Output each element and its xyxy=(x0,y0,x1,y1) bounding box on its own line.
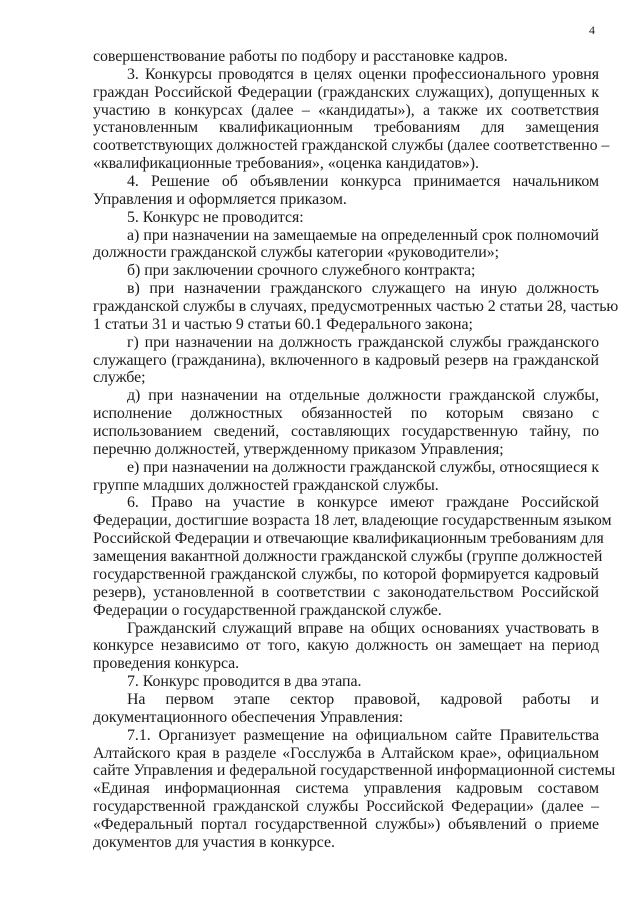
text-line: конкурсе независимо от того, какую должность он замещает на период xyxy=(93,637,599,655)
text-line: «квалификационные требования», «оценка кандидатов»). xyxy=(93,155,479,173)
text-line: Алтайского края в разделе «Госслужба в Алтайском крае», официальном xyxy=(93,744,599,762)
text-line: Российской Федерации и отвечающие квалификационным требованиям для xyxy=(93,530,604,548)
text-line: «Единая информационная система управления кадровым составом xyxy=(93,780,599,798)
text-line: 4. Решение об объявлении конкурса принимается начальником xyxy=(127,173,599,191)
text-line: службе; xyxy=(93,369,146,387)
paragraph xyxy=(93,227,599,263)
text-line: служащего (гражданина), включенного в кадровый резерв на гражданской xyxy=(93,351,599,369)
text-line: а) при назначении на замещаемые на определенный срок полномочий xyxy=(127,226,599,244)
paragraph xyxy=(93,726,616,852)
paragraph xyxy=(93,262,599,280)
paragraph xyxy=(93,48,599,66)
paragraph xyxy=(93,334,599,388)
text-line: 6. Право на участие в конкурсе имеют граждане Российской xyxy=(127,494,599,512)
text-line: проведения конкурса. xyxy=(93,655,240,673)
text-line: гражданской службы в случаях, предусмотренных частью 2 статьи 28, частью xyxy=(93,298,619,316)
paragraph xyxy=(93,691,599,727)
text-line: в) при назначении гражданского служащего на иную должность xyxy=(127,280,599,298)
text-line: группе младших должностей гражданской службы. xyxy=(93,476,439,494)
paragraph xyxy=(93,494,612,619)
text-line: соответствующих должностей гражданской службы (далее соответственно – xyxy=(93,137,610,155)
paragraph xyxy=(93,387,599,458)
text-line: должности гражданской службы категории «руководители»; xyxy=(93,244,499,262)
text-line: На первом этапе сектор правовой, кадровой работы и xyxy=(127,690,599,708)
text-line: Федерации о государственной гражданской службе. xyxy=(93,601,442,619)
text-line: документационного обеспечения Управления: xyxy=(93,708,404,726)
text-line: сайте Управления и федеральной государственной информационной системы xyxy=(93,762,616,780)
document-body xyxy=(93,48,619,852)
text-line: г) при назначении на должность гражданской службы гражданского xyxy=(127,333,599,351)
paragraph xyxy=(93,673,599,691)
text-line: 7.1. Организует размещение на официальном сайте Правительства xyxy=(127,726,599,744)
text-line: е) при назначении на должности гражданской службы, относящиеся к xyxy=(127,458,599,476)
text-line: совершенствование работы по подбору и расстановке кадров. xyxy=(93,48,508,65)
text-line: перечню должностей, утвержденному приказом Управления; xyxy=(93,440,504,458)
text-line: 3. Конкурсы проводятся в целях оценки профессионального уровня xyxy=(127,65,599,83)
text-line: 7. Конкурс проводится в два этапа. xyxy=(127,673,362,691)
text-line: Федерации, достигшие возраста 18 лет, владеющие государственным языком xyxy=(93,512,612,530)
text-line: использованием сведений, составляющих государственную тайну, по xyxy=(93,423,599,441)
text-line: б) при заключении срочного служебного контракта; xyxy=(127,262,476,280)
paragraph xyxy=(93,173,599,209)
paragraph xyxy=(93,459,599,495)
text-line: 1 статьи 31 и частью 9 статьи 60.1 Федерального закона; xyxy=(93,315,473,333)
page-number: 4 xyxy=(589,23,595,37)
text-line: документов для участия в конкурсе. xyxy=(93,833,335,851)
text-line: государственной гражданской службы, по которой формируется кадровый xyxy=(93,565,599,583)
paragraph xyxy=(93,620,599,674)
text-line: резерв), установленной в соответствии с законодательством Российской xyxy=(93,583,599,601)
text-line: Управления и оформляется приказом. xyxy=(93,190,347,208)
text-line: «Федеральный портал государственной службы») объявлений о приеме xyxy=(93,815,599,833)
text-line: установленным квалификационным требованиям для замещения xyxy=(93,119,599,137)
text-line: граждан Российской Федерации (гражданских служащих), допущенных к xyxy=(93,83,599,101)
text-line: замещения вакантной должности гражданской службы (группе должностей xyxy=(93,548,603,566)
paragraph xyxy=(93,280,619,334)
text-line: исполнение должностных обязанностей по которым связано с xyxy=(93,405,599,423)
paragraph xyxy=(93,65,610,173)
paragraph xyxy=(93,209,599,227)
text-line: д) при назначении на отдельные должности гражданской службы, xyxy=(127,387,599,405)
text-line: Гражданский служащий вправе на общих основаниях участвовать в xyxy=(127,619,599,637)
text-line: 5. Конкурс не проводится: xyxy=(127,208,304,226)
text-line: участию в конкурсах (далее – «кандидаты»), а также их соответствия xyxy=(93,101,599,119)
text-line: государственной гражданской службы Российской Федерации» (далее – xyxy=(93,798,599,816)
